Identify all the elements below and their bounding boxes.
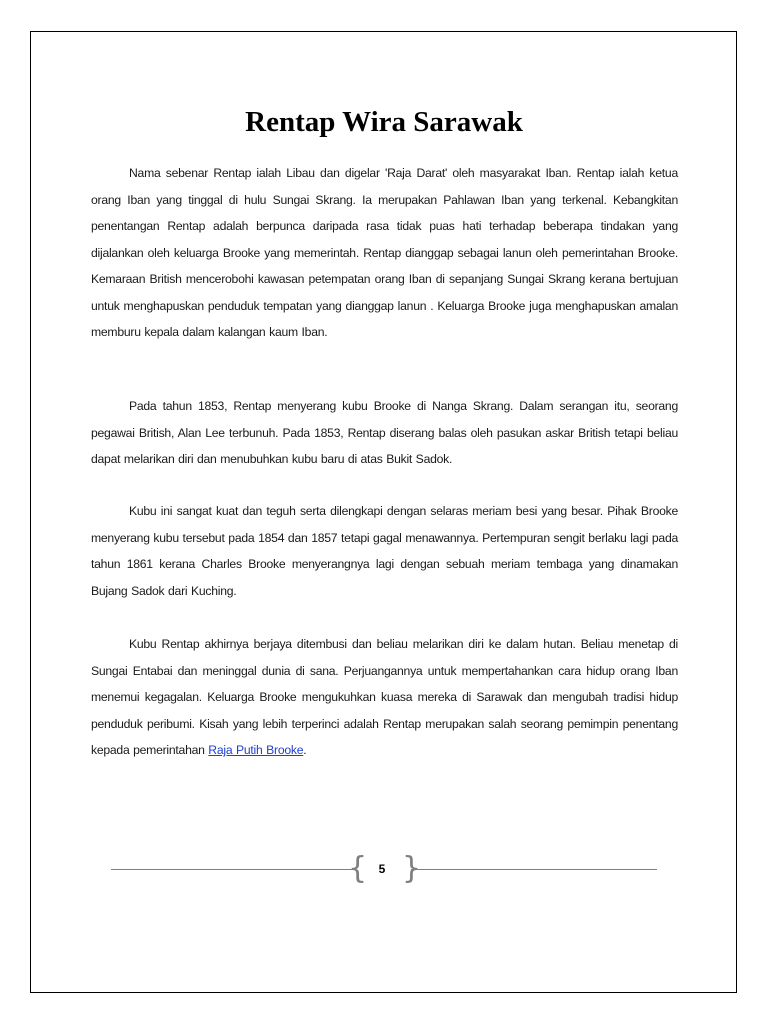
paragraph-4-text: Kubu Rentap akhirnya berjaya ditembusi dan beliau melarikan diri ke dalam hutan. Beliau menetap di Sungai Entabai dan meninggal dunia di sana. Perjuangannya untuk mempertahankan cara hidup orang Iban menemui kegagalan. Keluarga Brooke mengukuhkan kuasa mereka di Sarawak dan mengubah tradisi hidup penduduk peribumi. Kisah yang lebih terperinci adalah Rentap merupakan salah seorang pemimpin penentang kepada pemerintahan bbox=[91, 637, 678, 757]
raja-putih-brooke-link[interactable]: Raja Putih Brooke bbox=[208, 743, 304, 757]
paragraph-4-end: . bbox=[303, 743, 307, 757]
footer-line-right bbox=[411, 869, 657, 870]
footer-line-left bbox=[111, 869, 354, 870]
paragraph-2: Pada tahun 1853, Rentap menyerang kubu Brooke di Nanga Skrang. Dalam serangan itu, seorang pegawai British, Alan Lee terbunuh. Pada 1853, Rentap diserang balas oleh pasukan askar British tetapi beliau dapat melarikan diri dan menubuhkan kubu baru di atas Bukit Sadok. bbox=[91, 399, 678, 466]
footer-bracket-left: { bbox=[348, 851, 368, 886]
paragraph-3: Kubu ini sangat kuat dan teguh serta dilengkapi dengan selaras meriam besi yang besar. Pihak Brooke menyerang kubu tersebut pada 1854 dan 1857 tetapi gagal menawannya. Pertempuran sengit berlaku lagi pada tahun 1861 kerana Charles Brooke menyerangnya lagi dengan sebuah meriam tembaga yang dinamakan Bujang Sadok dari Kuching. bbox=[91, 504, 678, 598]
footer-bracket-right: } bbox=[402, 851, 422, 886]
paragraph-4 bbox=[91, 631, 678, 764]
page-number: 5 bbox=[378, 862, 386, 876]
paragraph-1: Nama sebenar Rentap ialah Libau dan digelar 'Raja Darat' oleh masyarakat Iban. Rentap ialah ketua orang Iban yang tinggal di hulu Sungai Skrang. Ia merupakan Pahlawan Iban yang terkenal. Kebangkitan penentangan Rentap adalah berpunca daripada rasa tidak puas hati terhadap beberapa tindakan yang dijalankan oleh keluarga Brooke yang memerintah. Rentap dianggap sebagai lanun oleh pemerintahan Brooke. Kemaraan British mencerobohi kawasan petempatan orang Iban di sepanjang Sungai Skrang kerana bertujuan untuk menghapuskan penduduk tempatan yang dianggap lanun . Keluarga Brooke juga menghapuskan amalan memburu kepala dalam kalangan kaum Iban. bbox=[91, 166, 678, 339]
document-title: Rentap Wira Sarawak bbox=[245, 106, 523, 138]
